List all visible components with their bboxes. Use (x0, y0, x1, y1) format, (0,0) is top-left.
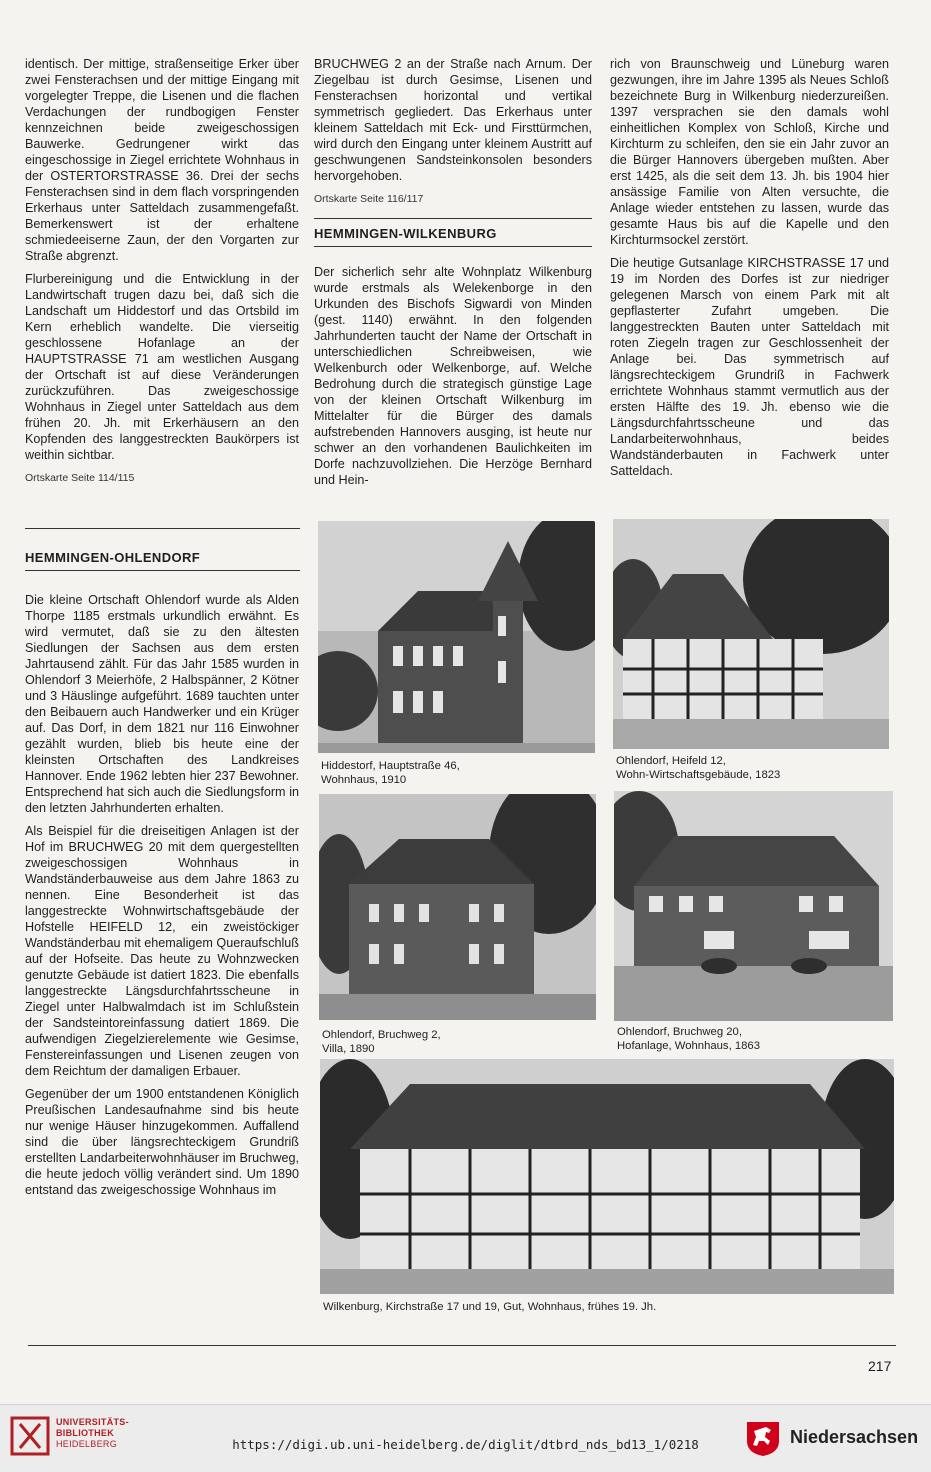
paragraph: Flurbereinigung und die Entwicklung in der Landwirtschaft trugen dazu bei, daß sich die Landschaft um Hiddestorf und das Ortsbild im Kern erheblich wandelte. Die vierseitig geschlossene Hofanlage an der HAUPTSTRASSE 71 am westlichen Ausgang der Ortschaft ist auf diese Veränderungen zurückzuführen. Das zweigeschossige Wohnhaus in Ziegel unter Satteldach aus dem frühen 20. Jh. mit Erkerhäusern an den Kopfenden des langgestreckten Baukörpers ist weithin sichtbar. (25, 272, 299, 462)
photo-ohlendorf-bruchweg-2 (319, 794, 596, 1020)
paragraph: Als Beispiel für die dreiseitigen Anlagen ist der Hof im BRUCHWEG 20 mit dem quergestellten zweigeschossigen Wohnhaus in Wandständerbauweise aus dem Jahre 1863 zu nennen. Eine Besonderheit ist das langgestreckte Wohnwirtschaftsgebäude der Hofstelle HEIFELD 12, ein zweistöckiger Wandständerbau mit ehemaligem Queraufschluß auf der Hofseite. Das heute zu Wohnzwecken genutzte Gebäude ist datiert 1823. Die ebenfalls langgestreckte Längsdurchfahrtsscheune in Ziegel unter Halbwalmdach ist im Schlußstein der Sandsteintoreinfassung datiert 1869. Die aufwendigen Ziegelzierelemente wie Gesimse, Fenstereinfassungen und Lisenen zeugen von dem Reichtum der damaligen Erbauer. (25, 824, 299, 1078)
caption-line: Ohlendorf, Bruchweg 20, (617, 1026, 742, 1038)
paragraph: BRUCHWEG 2 an der Straße nach Arnum. Der Ziegelbau ist durch Gesimse, Lisenen und Fensterachsen horizontal und vertikal symmetrisch gegliedert. Das Erkerhaus unter kleinem Satteldach mit Eck- und Firsttürmchen, wird durch den Eingang unter kleinem Austritt auf geschwungenen Sandsteinkonsolen besonders hervorgehoben. (314, 57, 592, 183)
paragraph: Die heutige Gutsanlage KIRCHSTRASSE 17 und 19 im Norden des Dorfes ist zur niedriger gelegenen Marsch von einem Park mit alt gepflasterter Zufahrt umgeben. Die langgestreckten Bauten unter Satteldach mit roten Ziegeln tragen zur Geschlossenheit der Anlage bei. Das symmetrisch auf längsrechteckigem Grundriß in Fachwerk errichtete Wohnhaus stammt vermutlich aus der ersten Hälfte des 19. Jh. ebenso wie die Längsdurchfahrtsscheune und das Landarbeiterwohnhaus, beides Wandständerbauten in Fachwerk unter Satteldach. (610, 256, 889, 478)
middle-column (314, 56, 592, 207)
left-column (25, 56, 299, 486)
photo-ohlendorf-bruchweg-20 (614, 791, 893, 1021)
photo-caption (617, 1025, 760, 1053)
paragraph: Der sicherlich sehr alte Wohnplatz Wilkenburg wurde erstmals als Welekenborge in den Urkunden des Bischofs Sigwardi von Minden (gest. 1140) erwähnt. In den folgenden Jahrhunderten taucht der Name der Ortschaft in unterschiedlichen Schreibweisen, wie Welkenburch oder Welkenborge, auf. Welche Bedrohung durch die strategisch günstige Lage von der kleinen Ortschaft Wilkenburg im Mittelalter für die Bürger des damals aufstrebenden Hannovers ausging, ist heute nur schwer an den vorhandenen Baulichkeiten im Dorfe nachzuvollziehen. Die Herzöge Bernhard und Hein- (314, 265, 592, 487)
photo-hiddestorf-house (318, 521, 595, 753)
niedersachsen-horse-icon (744, 1419, 782, 1457)
footer-rule (28, 1345, 896, 1346)
right-column (610, 56, 889, 486)
paragraph: rich von Braunschweig und Lüneburg waren gezwungen, ihre im Jahre 1395 als Neues Schloß bezeichnete Burg in Wilkenburg niederzureißen. 1397 versprachen sie den damals wohl einheitlichen Komplex von Schloß, Kirche und Kirchturm zu schleifen, den sie ein Jahr zuvor an die Bürger Hannovers übergeben mußten. Aber erst 1425, als die seit dem 13. Jh. bis 1904 hier ansässige Familie von Alten versuchte, die Anlage wieder entstehen zu lassen, wurde das gesamte Haus bis auf die Kapelle und den Kirchturmsockel zerstört. (610, 57, 889, 247)
caption-line: Hiddestorf, Hauptstraße 46, (321, 760, 460, 772)
map-reference: Ortskarte Seite 114/115 (25, 472, 135, 484)
section-heading: HEMMINGEN-WILKENBURG (314, 226, 497, 241)
section-top-rule (314, 218, 592, 219)
photo-wilkenburg-gut (320, 1059, 894, 1294)
section-top-rule (25, 528, 300, 529)
caption-line: Wohnhaus, 1910 (321, 774, 407, 786)
photo-ohlendorf-heifeld (613, 519, 889, 749)
paragraph: identisch. Der mittige, straßenseitige Erker über zwei Fensterachsen und der mittige Eingang mit vorgelegter Treppe, die Lisenen und die flachen Verdachungen der rundbogigen Fenster kennzeichnen beide zweigeschossigen Bauwerke. Gedrungener wirkt das eingeschossige in Ziegel errichtete Wohnhaus in der OSTERTORSTRASSE 36. Drei der sechs Fensterachsen sind in dem flach vorspringenden Erkerhaus unter Satteldach zusammengefaßt. Bemerkenswert ist der erhaltene schmiedeeiserne Zaun, der den Vorgarten zur Straße abgrenzt. (25, 57, 299, 263)
library-name-line: HEIDELBERG (56, 1439, 118, 1449)
middle-column-section (314, 264, 592, 495)
photo-caption (616, 754, 780, 782)
library-name-line: UNIVERSITÄTS- (56, 1417, 129, 1427)
map-reference: Ortskarte Seite 116/117 (314, 193, 424, 205)
caption-line: Villa, 1890 (322, 1043, 375, 1055)
page-number: 217 (868, 1358, 892, 1374)
paragraph: Gegenüber der um 1900 entstandenen Königlich Preußischen Landesaufnahme sind bis heute nur wenige Häuser hinzugekommen. Auffallend sind die über längsrechteckigem Grundriß erstellten Landarbeiterwohnhäuser im Bruchweg, die heute jedoch völlig verändert sind. Um 1890 entstand das zweigeschossige Wohnhaus im (25, 1087, 299, 1197)
photo-caption: Wilkenburg, Kirchstraße 17 und 19, Gut, Wohnhaus, frühes 19. Jh. (323, 1301, 657, 1313)
paragraph: Die kleine Ortschaft Ohlendorf wurde als Alden Thorpe 1185 erstmals urkundlich erwähnt. Es wird vermutet, daß sie zu den ältesten Siedlungen der Sachsen aus dem ersten Jahrtausend zählt. Für das Jahr 1585 wurden in Ohlendorf 3 Meierhöfe, 2 Halbspänner, 2 Kötner und 3 Häuslinge aufgeführt. 1689 tauchten unter den Beibauern auch Handwerker und ein Krüger auf. Das Dorf, in dem 1821 nur 116 Einwohner gezählt wurden, blieb bis heute eine der kleinsten Ortschaften des Landkreises Hannover. Ende 1962 lebten hier 237 Bewohner. Entsprechend hat sich auch die Siedlungsform in den letzten Jahrhunderten erhalten. (25, 593, 299, 815)
caption-line: Wohn-Wirtschaftsgebäude, 1823 (616, 769, 781, 781)
photo-caption (322, 1028, 441, 1056)
section-heading-rule (25, 570, 300, 571)
section-heading: HEMMINGEN-OHLENDORF (25, 550, 201, 565)
caption-line: Hofanlage, Wohnhaus, 1863 (617, 1040, 760, 1052)
library-name-line: BIBLIOTHEK (56, 1428, 114, 1438)
caption-line: Ohlendorf, Heifeld 12, (616, 755, 726, 767)
section-heading-rule (314, 246, 592, 247)
state-name: Niedersachsen (790, 1427, 919, 1447)
source-url[interactable]: https://digi.ub.uni-heidelberg.de/diglit/dtbrd_nds_bd13_1/0218 (232, 1437, 699, 1452)
left-column-section (25, 592, 299, 1205)
photo-caption (321, 759, 460, 787)
caption-line: Ohlendorf, Bruchweg 2, (322, 1029, 441, 1041)
